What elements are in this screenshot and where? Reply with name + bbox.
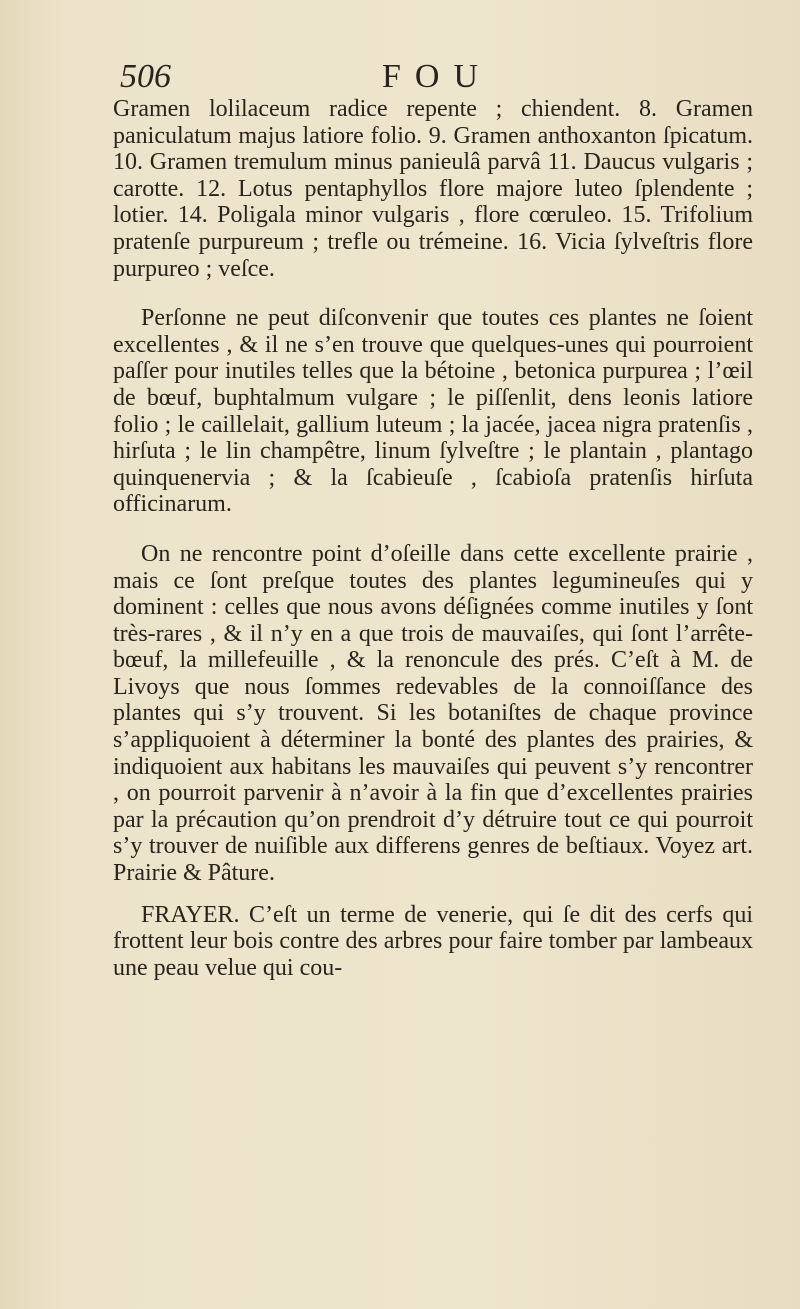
paragraph-useless-plants: Perſonne ne peut diſconvenir que toutes ces plantes ne ſoient excellentes , & il ne s’en trouve que quelques-unes qui pourroient paſſer pour inutiles telles que la bétoine , betonica purpurea ; l’œil de bœuf, buphtalmum vulgare ; le piſſenlit, dens leonis latiore folio ; le caillelait, gallium luteum ; la jacée, jacea nigra pratenſis , hirſuta ; le lin champêtre, linum ſylveſtre ; le plantain , plantago quinquenervia ; & la ſcabieuſe , ſcabioſa pratenſis hirſuta officinarum. xyxy=(113,305,753,518)
paragraph-plant-list: Gramen lolilaceum radice repente ; chiendent. 8. Gramen paniculatum majus latiore folio. 9. Gramen anthoxanton ſpicatum. 10. Gramen tremulum minus panieulâ parvâ 11. Daucus vulgaris ; carotte. 12. Lotus pentaphyllos flore majore luteo ſplendente ; lotier. 14. Poligala minor vulgaris , flore cœruleo. 15. Trifolium pratenſe purpureum ; trefle ou trémeine. 16. Vicia ſylveſtris flore purpureo ; veſce. xyxy=(113,96,753,282)
running-head: FOU xyxy=(382,58,493,95)
paragraph-frayer-entry: FRAYER. C’eſt un terme de venerie, qui ſe dit des cerfs qui frottent leur bois contre des arbres pour faire tomber par lambeaux une peau velue qui cou- xyxy=(113,901,753,981)
page-body xyxy=(113,96,753,981)
paragraph-sorrel: On ne rencontre point d’oſeille dans cette excellente prairie , mais ce ſont preſque toutes des plantes legumineuſes qui y dominent : celles que nous avons déſignées comme inutiles y ſont très-rares , & il n’y en a que trois de mauvaiſes, qui ſont l’arrête-bœuf, la millefeuille , & la renoncule des prés. C’eſt à M. de Livoys que nous ſommes redevables de la connoiſſance des plantes qui s’y trouvent. Si les botaniſtes de chaque province s’appliquoient à déterminer la bonté des plantes des prairies, & indiquoient aux habitans les mauvaiſes qui peuvent s’y rencontrer , on pourroit parvenir à n’avoir à la fin que d’excellentes prairies par la précaution qu’on prendroit d’y détruire tout ce qui pourroit s’y trouver de nuiſible aux differens genres de beſtiaux. Voyez art. Prairie & Pâture. xyxy=(113,540,753,887)
page-number: 506 xyxy=(120,58,171,95)
